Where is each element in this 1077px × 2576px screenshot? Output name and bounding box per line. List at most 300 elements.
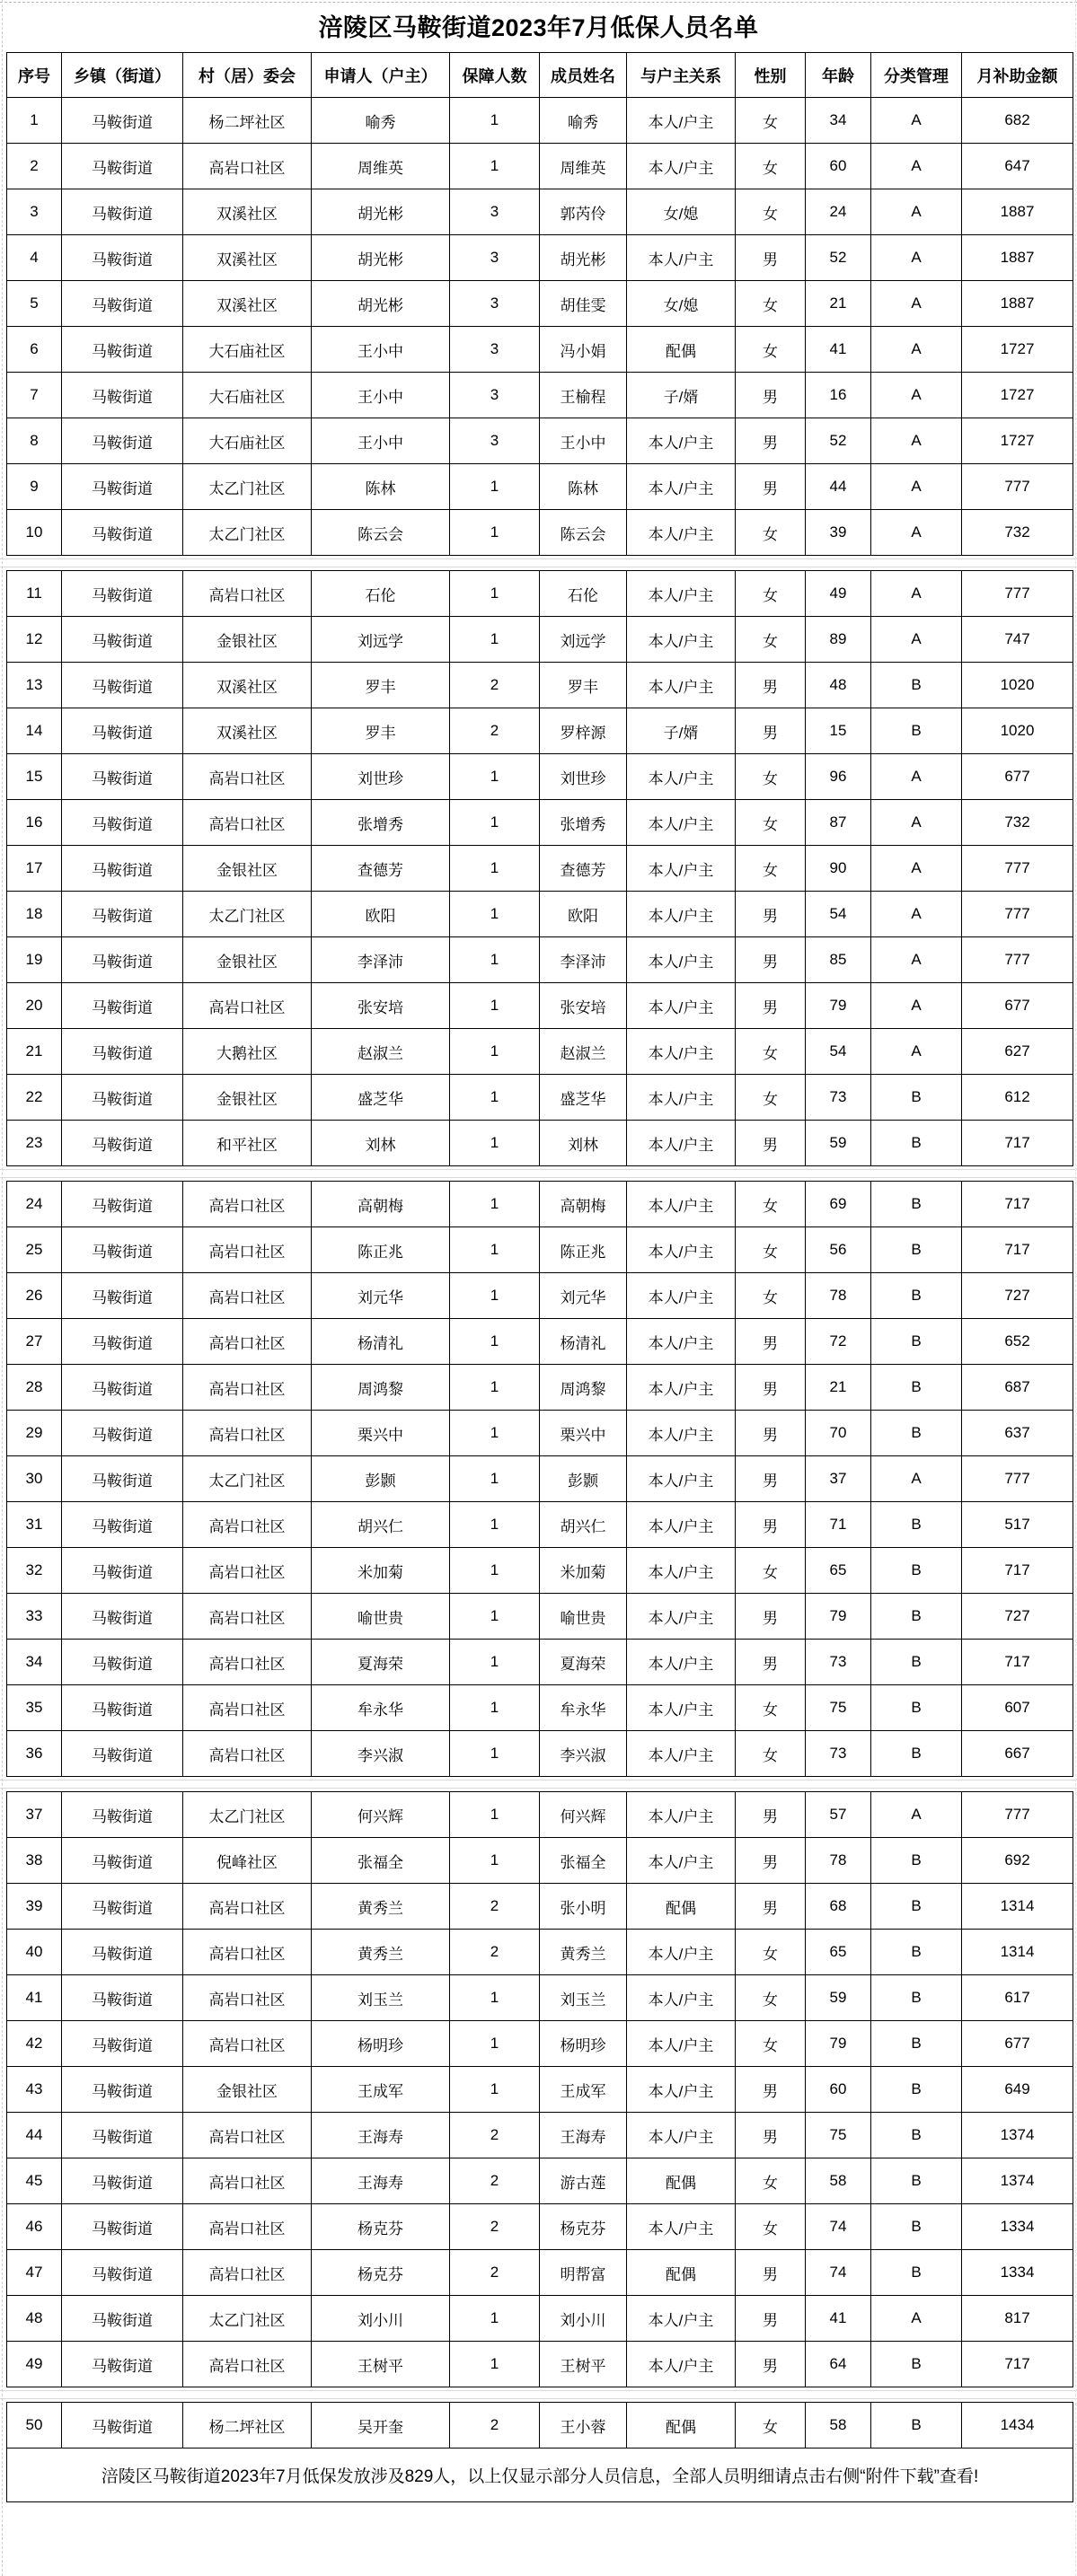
page-break-dashed-line-top [0,2,1077,3]
cell-protected-count: 3 [450,189,540,235]
cell-town: 马鞍街道 [62,2067,183,2113]
cell-index: 3 [7,189,62,235]
table-row [7,1594,1073,1640]
cell-age: 65 [806,1930,871,1975]
cell-index: 46 [7,2204,62,2250]
cell-village: 金银社区 [183,937,312,983]
cell-relation: 本人/户主 [627,418,736,464]
cell-relation: 女/媳 [627,281,736,327]
roster-table-section [6,1181,1073,1777]
cell-category: A [871,235,962,281]
cell-village: 金银社区 [183,846,312,892]
cell-village: 高岩口社区 [183,1884,312,1930]
cell-age: 73 [806,1075,871,1121]
cell-category: B [871,1685,962,1731]
cell-applicant: 吴开奎 [312,2403,450,2449]
cell-index: 29 [7,1411,62,1456]
cell-category: B [871,708,962,754]
cell-applicant: 罗丰 [312,663,450,708]
cell-village: 高岩口社区 [183,754,312,800]
column-header-index: 序号 [7,53,62,98]
table-row [7,235,1073,281]
cell-category: A [871,464,962,510]
cell-village: 高岩口社区 [183,2250,312,2296]
cell-gender: 男 [736,1502,806,1548]
cell-age: 68 [806,1884,871,1930]
cell-applicant: 李兴淑 [312,1731,450,1777]
cell-index: 43 [7,2067,62,2113]
cell-age: 74 [806,2204,871,2250]
cell-village: 双溪社区 [183,189,312,235]
cell-protected-count: 1 [450,1548,540,1594]
cell-age: 73 [806,1731,871,1777]
table-row [7,1975,1073,2021]
cell-member-name: 石伦 [540,571,627,617]
cell-relation: 本人/户主 [627,1411,736,1456]
cell-protected-count: 1 [450,2021,540,2067]
cell-category: A [871,2296,962,2342]
cell-village: 高岩口社区 [183,1411,312,1456]
cell-category: B [871,2158,962,2204]
table-row [7,1411,1073,1456]
column-header-member-name: 成员姓名 [540,53,627,98]
cell-protected-count: 3 [450,235,540,281]
cell-relation: 配偶 [627,2250,736,2296]
cell-age: 72 [806,1319,871,1365]
cell-village: 高岩口社区 [183,1182,312,1227]
cell-protected-count: 1 [450,1502,540,1548]
cell-index: 33 [7,1594,62,1640]
cell-town: 马鞍街道 [62,1975,183,2021]
cell-applicant: 查德芳 [312,846,450,892]
cell-age: 96 [806,754,871,800]
cell-index: 13 [7,663,62,708]
cell-applicant: 陈正兆 [312,1227,450,1273]
cell-village: 金银社区 [183,617,312,663]
cell-relation: 本人/户主 [627,1502,736,1548]
cell-protected-count: 1 [450,1182,540,1227]
cell-village: 双溪社区 [183,281,312,327]
cell-protected-count: 2 [450,2158,540,2204]
cell-index: 26 [7,1273,62,1319]
cell-monthly-amount: 1727 [962,418,1073,464]
cell-member-name: 陈云会 [540,510,627,556]
cell-town: 马鞍街道 [62,418,183,464]
cell-member-name: 米加菊 [540,1548,627,1594]
cell-category: B [871,1731,962,1777]
cell-applicant: 刘小川 [312,2296,450,2342]
cell-member-name: 查德芳 [540,846,627,892]
cell-protected-count: 1 [450,846,540,892]
cell-member-name: 王树平 [540,2342,627,2387]
cell-index: 14 [7,708,62,754]
cell-applicant: 陈林 [312,464,450,510]
cell-protected-count: 1 [450,800,540,846]
cell-protected-count: 1 [450,1792,540,1838]
cell-relation: 配偶 [627,2158,736,2204]
cell-gender: 女 [736,2204,806,2250]
cell-monthly-amount: 1020 [962,663,1073,708]
cell-relation: 本人/户主 [627,1273,736,1319]
cell-index: 23 [7,1121,62,1166]
cell-village: 金银社区 [183,1075,312,1121]
cell-relation: 本人/户主 [627,937,736,983]
cell-gender: 女 [736,2158,806,2204]
cell-relation: 本人/户主 [627,144,736,189]
cell-index: 17 [7,846,62,892]
cell-gender: 男 [736,1319,806,1365]
cell-town: 马鞍街道 [62,235,183,281]
cell-monthly-amount: 677 [962,2021,1073,2067]
cell-category: A [871,373,962,418]
header-row [7,53,1073,98]
cell-relation: 本人/户主 [627,510,736,556]
cell-gender: 男 [736,1594,806,1640]
cell-town: 马鞍街道 [62,1594,183,1640]
page-break-gap [0,1169,1077,1178]
cell-applicant: 王成军 [312,2067,450,2113]
cell-town: 马鞍街道 [62,1884,183,1930]
cell-member-name: 王小蓉 [540,2403,627,2449]
cell-town: 马鞍街道 [62,1365,183,1411]
cell-category: A [871,800,962,846]
table-row [7,510,1073,556]
cell-village: 高岩口社区 [183,2342,312,2387]
cell-index: 21 [7,1029,62,1075]
table-row [7,2021,1073,2067]
table-row [7,800,1073,846]
cell-member-name: 张安培 [540,983,627,1029]
table-row [7,281,1073,327]
cell-town: 马鞍街道 [62,2021,183,2067]
cell-monthly-amount: 1334 [962,2204,1073,2250]
cell-index: 11 [7,571,62,617]
cell-member-name: 王小中 [540,418,627,464]
cell-monthly-amount: 1374 [962,2113,1073,2158]
cell-town: 马鞍街道 [62,2158,183,2204]
cell-town: 马鞍街道 [62,1411,183,1456]
cell-gender: 男 [736,1411,806,1456]
cell-age: 78 [806,1838,871,1884]
cell-member-name: 王海寿 [540,2113,627,2158]
cell-relation: 本人/户主 [627,464,736,510]
cell-index: 6 [7,327,62,373]
cell-relation: 本人/户主 [627,846,736,892]
cell-applicant: 杨克芬 [312,2250,450,2296]
cell-relation: 本人/户主 [627,2204,736,2250]
cell-index: 16 [7,800,62,846]
cell-protected-count: 1 [450,617,540,663]
cell-gender: 女 [736,1029,806,1075]
cell-town: 马鞍街道 [62,1838,183,1884]
cell-village: 太乙门社区 [183,892,312,937]
cell-gender: 男 [736,983,806,1029]
page-break-dashed-line-right [1075,0,1076,2576]
cell-gender: 男 [736,1121,806,1166]
cell-applicant: 杨克芬 [312,2204,450,2250]
cell-protected-count: 1 [450,1319,540,1365]
cell-category: A [871,1029,962,1075]
cell-applicant: 刘林 [312,1121,450,1166]
table-row [7,1685,1073,1731]
cell-category: B [871,663,962,708]
cell-village: 高岩口社区 [183,1930,312,1975]
cell-protected-count: 1 [450,2067,540,2113]
cell-applicant: 张增秀 [312,800,450,846]
cell-age: 71 [806,1502,871,1548]
cell-relation: 本人/户主 [627,1731,736,1777]
cell-protected-count: 1 [450,1365,540,1411]
table-row [7,1319,1073,1365]
cell-village: 高岩口社区 [183,1640,312,1685]
cell-relation: 本人/户主 [627,2021,736,2067]
cell-index: 8 [7,418,62,464]
cell-applicant: 王小中 [312,327,450,373]
cell-category: B [871,1838,962,1884]
cell-protected-count: 2 [450,663,540,708]
cell-member-name: 周鸿黎 [540,1365,627,1411]
cell-gender: 女 [736,1731,806,1777]
cell-age: 56 [806,1227,871,1273]
cell-relation: 本人/户主 [627,800,736,846]
cell-age: 15 [806,708,871,754]
table-row [7,1182,1073,1227]
cell-village: 高岩口社区 [183,144,312,189]
cell-member-name: 李兴淑 [540,1731,627,1777]
cell-monthly-amount: 649 [962,2067,1073,2113]
cell-town: 马鞍街道 [62,1182,183,1227]
cell-village: 高岩口社区 [183,571,312,617]
table-row [7,892,1073,937]
cell-applicant: 胡光彬 [312,189,450,235]
cell-protected-count: 3 [450,281,540,327]
cell-member-name: 彭颢 [540,1456,627,1502]
cell-monthly-amount: 687 [962,1365,1073,1411]
cell-village: 大石庙社区 [183,327,312,373]
cell-protected-count: 1 [450,1731,540,1777]
cell-member-name: 陈正兆 [540,1227,627,1273]
cell-applicant: 张福全 [312,1838,450,1884]
cell-member-name: 胡佳雯 [540,281,627,327]
cell-town: 马鞍街道 [62,1121,183,1166]
cell-town: 马鞍街道 [62,800,183,846]
table-row [7,2342,1073,2387]
cell-category: B [871,1594,962,1640]
cell-town: 马鞍街道 [62,1456,183,1502]
cell-monthly-amount: 1887 [962,235,1073,281]
cell-index: 4 [7,235,62,281]
cell-village: 高岩口社区 [183,1731,312,1777]
column-header-applicant: 申请人（户主） [312,53,450,98]
cell-index: 44 [7,2113,62,2158]
table-row [7,1075,1073,1121]
cell-applicant: 陈云会 [312,510,450,556]
cell-monthly-amount: 1374 [962,2158,1073,2204]
roster-table-section [6,570,1073,1166]
cell-village: 太乙门社区 [183,2296,312,2342]
cell-member-name: 夏海荣 [540,1640,627,1685]
cell-protected-count: 2 [450,2403,540,2449]
cell-village: 高岩口社区 [183,2113,312,2158]
cell-age: 74 [806,2250,871,2296]
cell-applicant: 彭颢 [312,1456,450,1502]
cell-gender: 女 [736,510,806,556]
cell-town: 马鞍街道 [62,1792,183,1838]
cell-village: 太乙门社区 [183,510,312,556]
cell-category: A [871,98,962,144]
cell-age: 44 [806,464,871,510]
cell-category: B [871,1548,962,1594]
cell-index: 7 [7,373,62,418]
cell-protected-count: 1 [450,2296,540,2342]
cell-town: 马鞍街道 [62,327,183,373]
cell-monthly-amount: 1334 [962,2250,1073,2296]
cell-applicant: 王树平 [312,2342,450,2387]
cell-relation: 本人/户主 [627,1548,736,1594]
cell-monthly-amount: 677 [962,983,1073,1029]
cell-gender: 男 [736,2342,806,2387]
cell-gender: 男 [736,2250,806,2296]
cell-age: 58 [806,2158,871,2204]
cell-age: 79 [806,983,871,1029]
cell-protected-count: 2 [450,2113,540,2158]
cell-monthly-amount: 627 [962,1029,1073,1075]
cell-town: 马鞍街道 [62,2113,183,2158]
cell-gender: 男 [736,2296,806,2342]
cell-protected-count: 1 [450,892,540,937]
cell-town: 马鞍街道 [62,983,183,1029]
cell-index: 24 [7,1182,62,1227]
table-row [7,2296,1073,2342]
cell-town: 马鞍街道 [62,464,183,510]
cell-category: A [871,937,962,983]
cell-age: 59 [806,1121,871,1166]
cell-index: 45 [7,2158,62,2204]
cell-protected-count: 1 [450,937,540,983]
cell-town: 马鞍街道 [62,1640,183,1685]
cell-index: 9 [7,464,62,510]
cell-index: 28 [7,1365,62,1411]
cell-protected-count: 1 [450,1975,540,2021]
cell-town: 马鞍街道 [62,1685,183,1731]
table-row [7,1884,1073,1930]
cell-member-name: 周维英 [540,144,627,189]
cell-town: 马鞍街道 [62,754,183,800]
cell-village: 高岩口社区 [183,1548,312,1594]
cell-index: 27 [7,1319,62,1365]
cell-protected-count: 3 [450,373,540,418]
cell-town: 马鞍街道 [62,846,183,892]
cell-relation: 本人/户主 [627,1075,736,1121]
cell-relation: 本人/户主 [627,2067,736,2113]
cell-member-name: 杨清礼 [540,1319,627,1365]
cell-age: 41 [806,327,871,373]
cell-monthly-amount: 727 [962,1594,1073,1640]
cell-gender: 女 [736,2021,806,2067]
cell-age: 57 [806,1792,871,1838]
cell-relation: 女/媳 [627,189,736,235]
cell-protected-count: 1 [450,1640,540,1685]
cell-category: B [871,2250,962,2296]
cell-town: 马鞍街道 [62,571,183,617]
cell-gender: 女 [736,800,806,846]
cell-monthly-amount: 747 [962,617,1073,663]
cell-category: B [871,1227,962,1273]
table-row [7,2250,1073,2296]
roster-table-section [6,2402,1073,2502]
cell-member-name: 王成军 [540,2067,627,2113]
table-row [7,1273,1073,1319]
footer-row [7,2449,1073,2502]
cell-relation: 本人/户主 [627,983,736,1029]
cell-monthly-amount: 607 [962,1685,1073,1731]
cell-gender: 女 [736,1548,806,1594]
table-row [7,1838,1073,1884]
cell-age: 85 [806,937,871,983]
cell-monthly-amount: 727 [962,1273,1073,1319]
cell-gender: 女 [736,2403,806,2449]
cell-protected-count: 1 [450,1273,540,1319]
cell-relation: 本人/户主 [627,1227,736,1273]
cell-age: 79 [806,2021,871,2067]
cell-member-name: 刘林 [540,1121,627,1166]
cell-town: 马鞍街道 [62,2296,183,2342]
cell-village: 高岩口社区 [183,2204,312,2250]
table-row [7,708,1073,754]
cell-category: A [871,144,962,189]
cell-village: 大石庙社区 [183,373,312,418]
cell-monthly-amount: 682 [962,98,1073,144]
cell-monthly-amount: 717 [962,2342,1073,2387]
cell-gender: 男 [736,892,806,937]
cell-relation: 子/婿 [627,708,736,754]
cell-town: 马鞍街道 [62,2403,183,2449]
cell-age: 49 [806,571,871,617]
cell-category: B [871,2067,962,2113]
cell-monthly-amount: 1887 [962,189,1073,235]
cell-relation: 本人/户主 [627,1792,736,1838]
cell-gender: 女 [736,846,806,892]
cell-protected-count: 1 [450,144,540,189]
cell-gender: 女 [736,1273,806,1319]
cell-gender: 女 [736,571,806,617]
cell-applicant: 周鸿黎 [312,1365,450,1411]
cell-village: 高岩口社区 [183,1685,312,1731]
cell-monthly-amount: 1727 [962,327,1073,373]
cell-relation: 本人/户主 [627,1594,736,1640]
cell-member-name: 明帮富 [540,2250,627,2296]
table-row [7,2403,1073,2449]
cell-gender: 女 [736,1975,806,2021]
table-row [7,2204,1073,2250]
cell-monthly-amount: 717 [962,1640,1073,1685]
cell-relation: 本人/户主 [627,2113,736,2158]
cell-category: A [871,418,962,464]
page-title: 涪陵区马鞍街道2023年7月低保人员名单 [318,14,759,41]
table-row [7,663,1073,708]
cell-index: 35 [7,1685,62,1731]
cell-protected-count: 1 [450,1075,540,1121]
cell-monthly-amount: 517 [962,1502,1073,1548]
cell-monthly-amount: 732 [962,510,1073,556]
table-row [7,98,1073,144]
table-row [7,1227,1073,1273]
cell-town: 马鞍街道 [62,189,183,235]
cell-relation: 本人/户主 [627,1685,736,1731]
table-row [7,327,1073,373]
cell-village: 倪峰社区 [183,1838,312,1884]
cell-category: B [871,2204,962,2250]
